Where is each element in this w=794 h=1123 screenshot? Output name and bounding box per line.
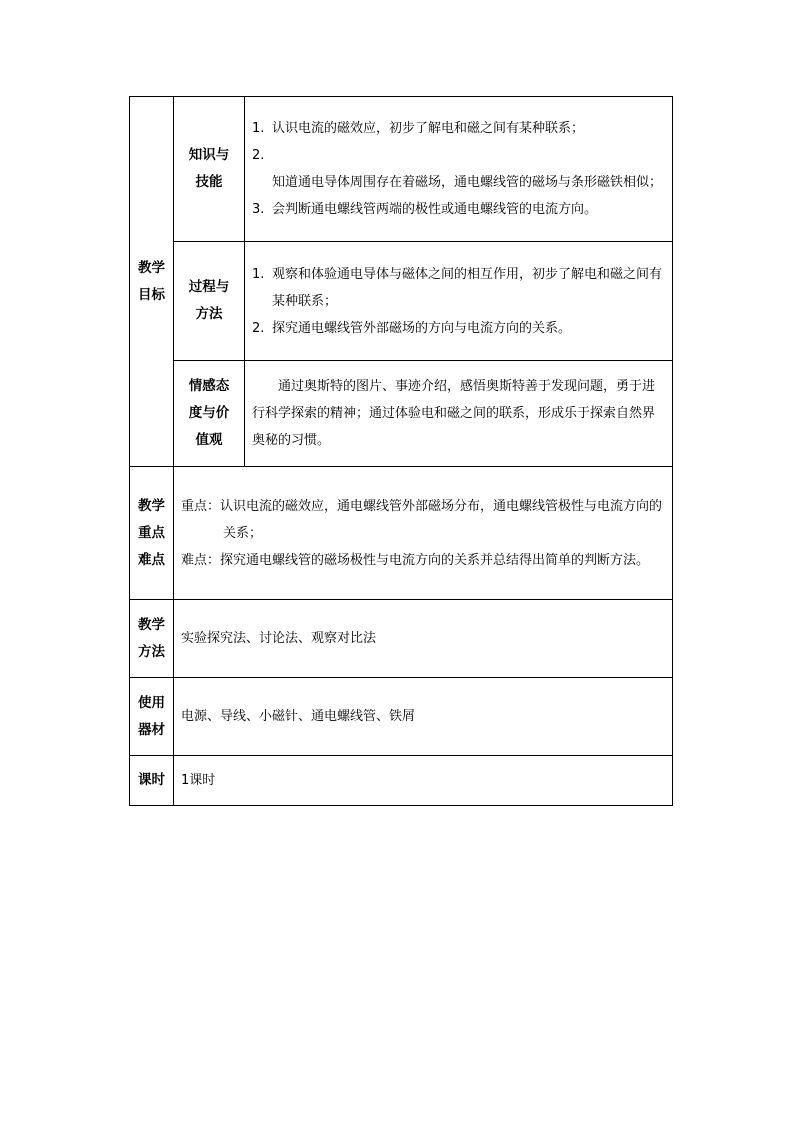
method-content <box>174 600 673 678</box>
period-header-cell <box>130 756 174 806</box>
goals-knowledge-row <box>130 97 673 242</box>
knowledge-label-cell <box>174 97 245 242</box>
key-point <box>181 493 666 547</box>
knowledge-item-2: 知道通电导体周围存在着磁场，通电螺线管的磁场与条形磁铁相似； <box>272 175 663 190</box>
difficult-point <box>181 547 666 574</box>
knowledge-content <box>245 97 673 242</box>
period-row <box>130 756 673 806</box>
emotion-label-cell <box>174 361 245 467</box>
equipment-header-cell <box>130 678 174 756</box>
knowledge-item-1: 1. 认识电流的磁效应，初步了解电和磁之间有某种联系； <box>252 121 585 136</box>
key-point-text: 认识电流的磁效应，通电螺线管外部磁场分布，通电螺线管极性与电流方向的关系； <box>220 498 663 541</box>
keypoints-header-cell <box>130 467 174 600</box>
process-label-cell <box>174 242 245 361</box>
keypoints-content <box>174 467 673 600</box>
knowledge-item-2-num: 2. <box>252 148 265 163</box>
goals-header: 教学目标 <box>138 259 165 303</box>
equipment-text: 电源、导线、小磁针、通电螺线管、铁屑 <box>181 709 416 724</box>
process-label: 过程与方法 <box>188 279 230 322</box>
lesson-plan-table <box>129 96 673 806</box>
method-text: 实验探究法、讨论法、观察对比法 <box>181 631 377 646</box>
equipment-row <box>130 678 673 756</box>
equipment-content <box>174 678 673 756</box>
key-point-label: 重点： <box>181 498 221 514</box>
method-header: 教学方法 <box>138 616 165 660</box>
keypoints-header: 教学重点难点 <box>138 497 165 568</box>
method-header-cell <box>130 600 174 678</box>
emotion-text: 通过奥斯特的图片、事迹介绍，感悟奥斯特善于发现问题，勇于进行科学探索的精神；通过体验电和磁之间的联系，形成乐于探索自然界奥秘的习惯。 <box>252 379 656 448</box>
goals-header-cell <box>130 97 174 467</box>
equipment-header: 使用器材 <box>138 694 165 738</box>
goals-emotion-row <box>130 361 673 467</box>
period-text: 1课时 <box>181 773 216 788</box>
difficult-point-text: 探究通电螺线管的磁场极性与电流方向的关系并总结得出简单的判断方法。 <box>220 552 650 568</box>
keypoints-row <box>130 467 673 600</box>
period-content <box>174 756 673 806</box>
method-row <box>130 600 673 678</box>
knowledge-item-3: 3. 会判断通电螺线管两端的极性或通电螺线管的电流方向。 <box>252 202 598 217</box>
emotion-label: 情感态度与价值观 <box>188 378 230 448</box>
goals-process-row <box>130 242 673 361</box>
knowledge-label: 知识与技能 <box>188 147 230 190</box>
process-item-1: 1. 观察和体验通电导体与磁体之间的相互作用，初步了解电和磁之间有某种联系； <box>252 266 663 309</box>
period-header: 课时 <box>138 772 165 788</box>
process-item-2: 2. 探究通电螺线管外部磁场的方向与电流方向的关系。 <box>252 320 572 336</box>
process-content <box>245 242 673 361</box>
emotion-content <box>245 361 673 467</box>
difficult-point-label: 难点： <box>181 552 221 568</box>
